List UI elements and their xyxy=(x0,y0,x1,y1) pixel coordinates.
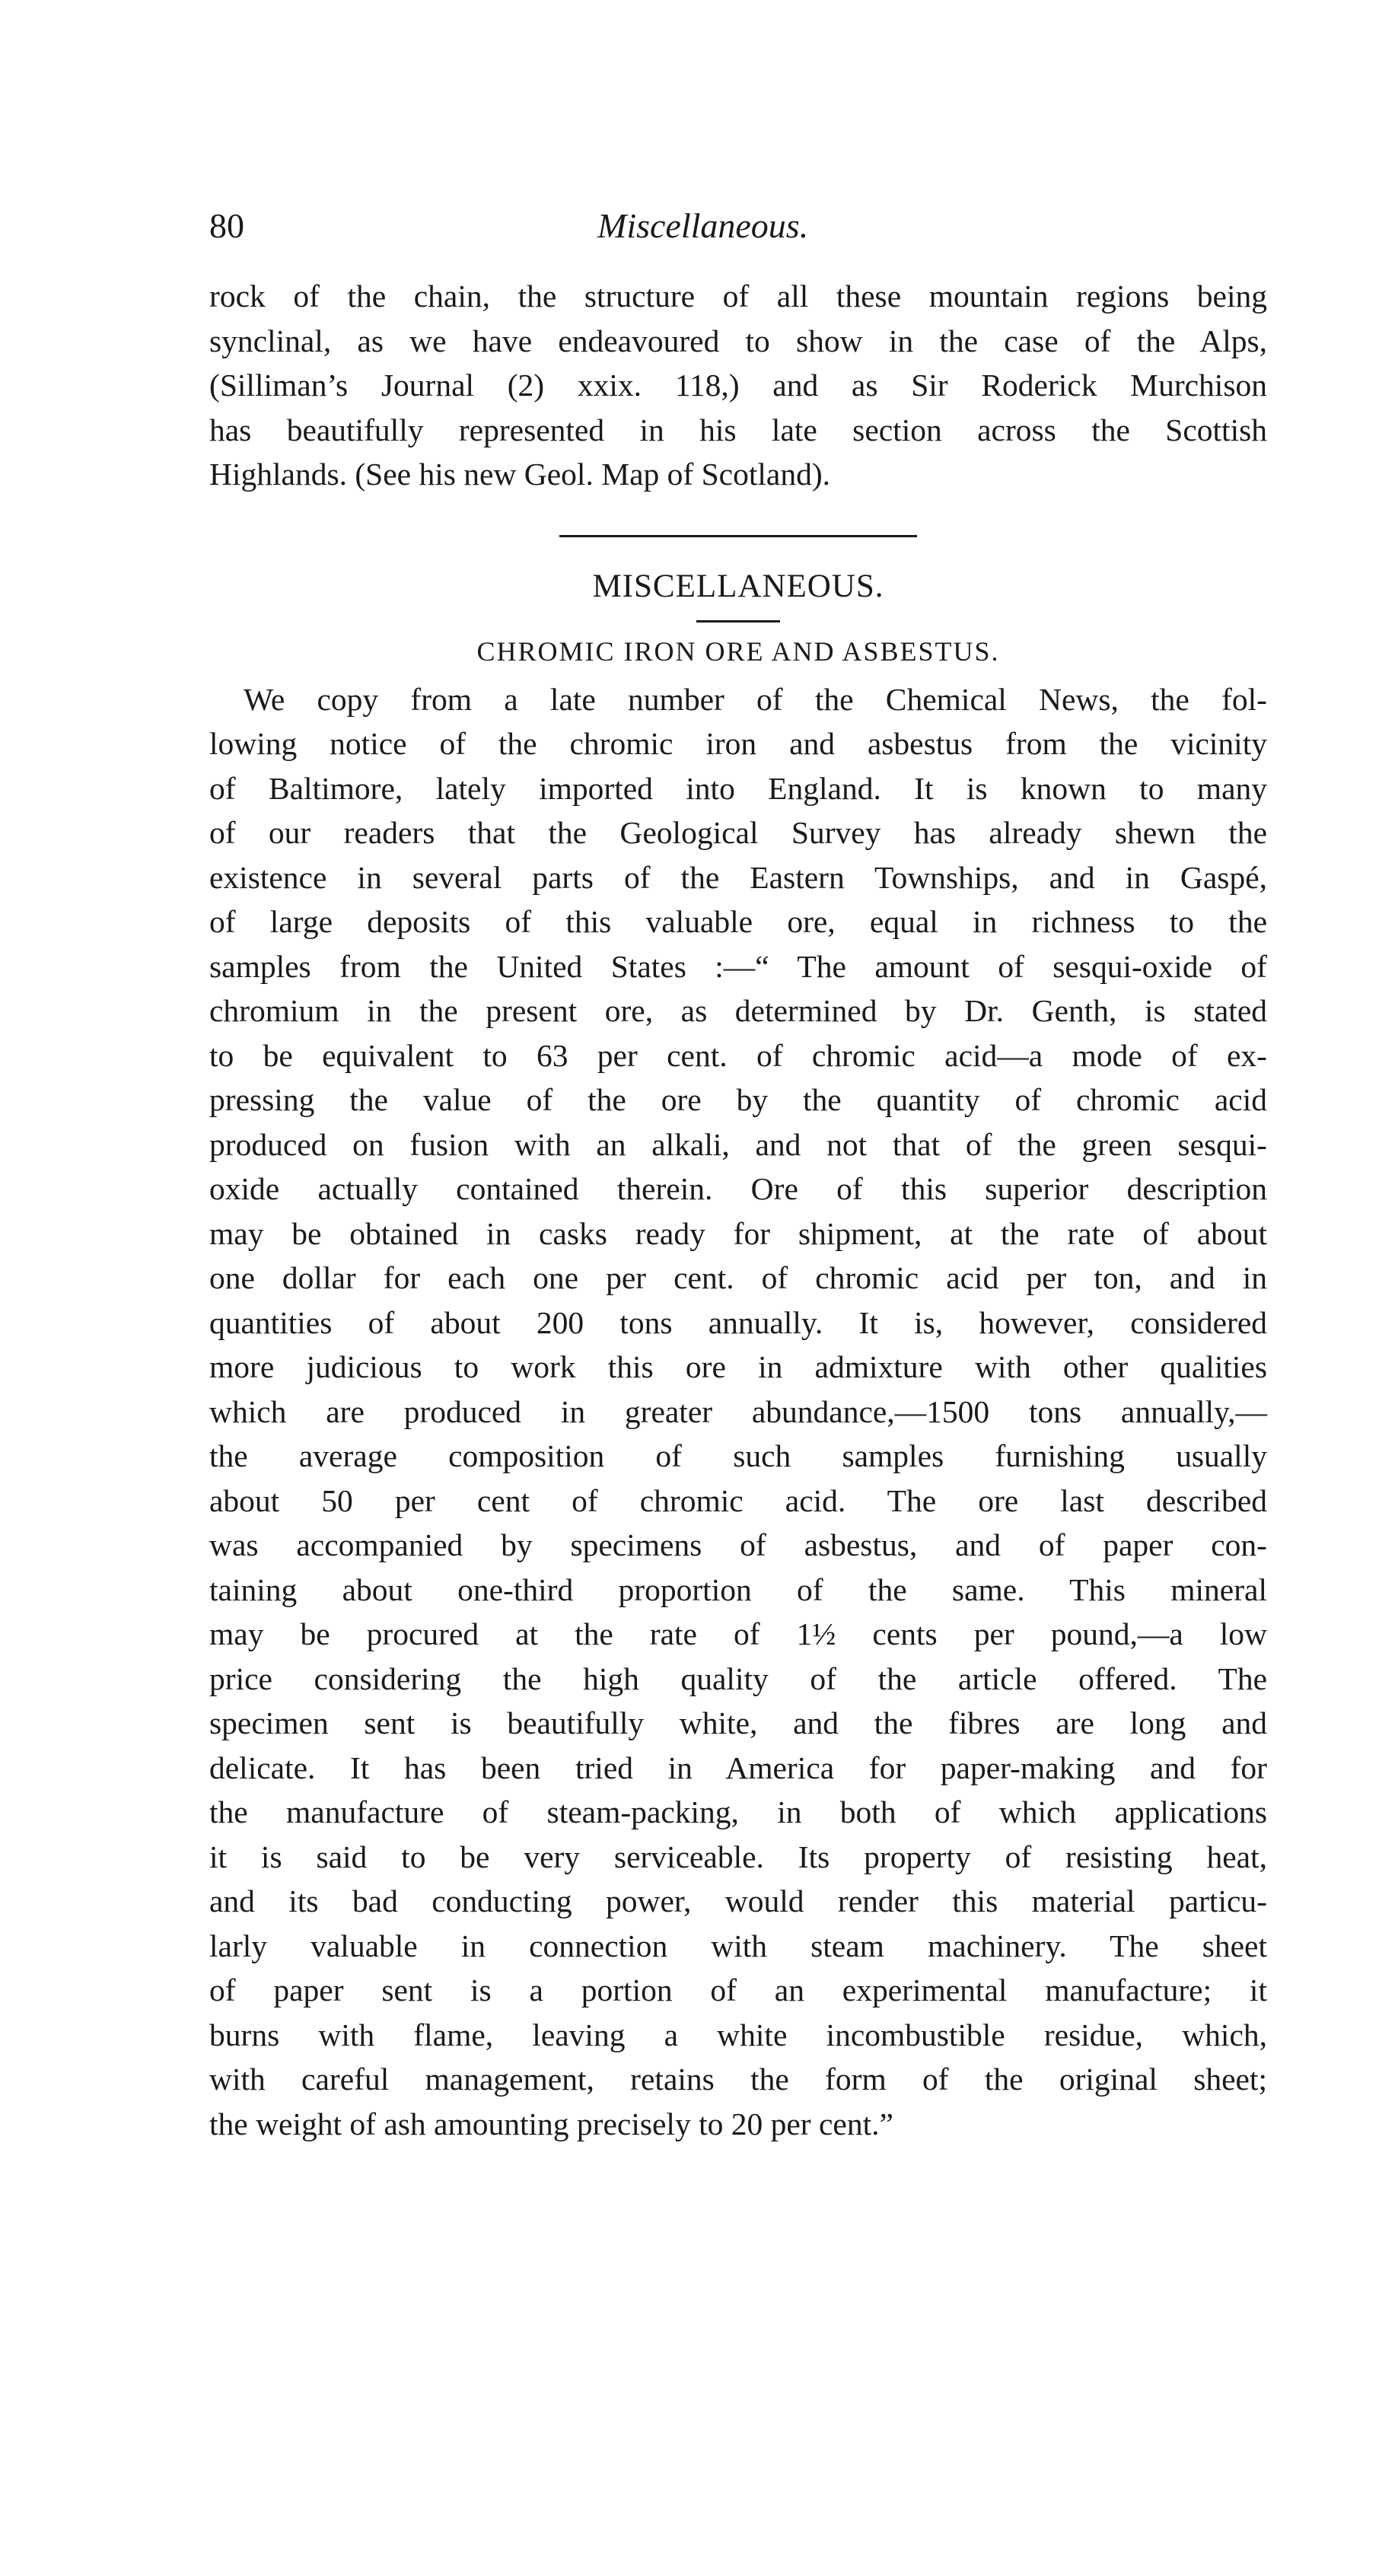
book-page xyxy=(209,205,1267,2146)
text-line: oxide actually contained therein. Ore of this superior description xyxy=(209,1171,1267,1206)
intro-paragraph xyxy=(209,274,1267,497)
text-line: of Baltimore, lately imported into England. It is known to many xyxy=(209,770,1267,806)
text-line: lowing notice of the chromic iron and asbestus from the vicinity xyxy=(209,726,1267,761)
text-line: the manufacture of steam-packing, in both of which applications xyxy=(209,1794,1267,1829)
article-body xyxy=(209,677,1267,2147)
article-heading: CHROMIC IRON ORE AND ASBESTUS. xyxy=(476,635,1000,667)
running-head xyxy=(209,205,1267,259)
text-line: (Silliman’s Journal (2) xxix. 118,) and as Sir Roderick Murchison xyxy=(209,368,1267,403)
heading-divider xyxy=(696,620,780,623)
text-line: may be obtained in casks ready for shipment, at the rate of about xyxy=(209,1215,1267,1251)
text-line: specimen sent is beautifully white, and the fibres are long and xyxy=(209,1705,1267,1740)
text-line: was accompanied by specimens of asbestus, and of paper con- xyxy=(209,1527,1267,1562)
text-line: existence in several parts of the Eastern Townships, and in Gaspé, xyxy=(209,859,1267,895)
text-line: of large deposits of this valuable ore, equal in richness to the xyxy=(209,904,1267,939)
text-line: of paper sent is a portion of an experimental manufacture; it xyxy=(209,1973,1267,2008)
running-title: Miscellaneous. xyxy=(597,206,809,245)
text-line: more judicious to work this ore in admixture with other qualities xyxy=(209,1349,1267,1384)
text-line: which are produced in greater abundance,—1500 tons annually,— xyxy=(209,1393,1267,1429)
text-line: about 50 per cent of chromic acid. The ore last described xyxy=(209,1482,1267,1518)
text-line: burns with flame, leaving a white incombustible residue, which, xyxy=(209,2017,1267,2052)
text-line: price considering the high quality of the article offered. The xyxy=(209,1661,1267,1696)
text-line: the weight of ash amounting precisely to 20 per cent.” xyxy=(209,2106,893,2141)
text-line: produced on fusion with an alkali, and not that of the green sesqui- xyxy=(209,1126,1267,1162)
text-line: pressing the value of the ore by the quantity of chromic acid xyxy=(209,1082,1267,1117)
text-line: of our readers that the Geological Survey has already shewn the xyxy=(209,815,1267,850)
text-line: larly valuable in connection with steam machinery. The sheet xyxy=(209,1928,1267,1963)
text-line: may be procured at the rate of 1½ cents per pound,—a low xyxy=(209,1616,1267,1651)
text-line: taining about one-third proportion of the same. This mineral xyxy=(209,1571,1267,1607)
text-line: rock of the chain, the structure of all these mountain regions being xyxy=(209,279,1267,314)
text-line: to be equivalent to 63 per cent. of chromic acid—a mode of ex- xyxy=(209,1037,1267,1073)
text-line: with careful management, retains the form of the original sheet; xyxy=(209,2062,1267,2097)
section-divider xyxy=(559,535,917,537)
text-line: the average composition of such samples furnishing usually xyxy=(209,1438,1267,1473)
text-line: quantities of about 200 tons annually. It is, however, considered xyxy=(209,1304,1267,1340)
text-line: Highlands. (See his new Geol. Map of Scotland). xyxy=(209,457,831,492)
text-line: has beautifully represented in his late section across the Scottish xyxy=(209,412,1267,447)
text-line: synclinal, as we have endeavoured to show in the case of the Alps, xyxy=(209,323,1267,358)
text-line: one dollar for each one per cent. of chromic acid per ton, and in xyxy=(209,1260,1267,1295)
text-line: We copy from a late number of the Chemical News, the fol- xyxy=(244,681,1267,717)
section-heading: MISCELLANEOUS. xyxy=(592,568,884,604)
text-line: delicate. It has been tried in America for paper-making and for xyxy=(209,1750,1267,1785)
page-number: 80 xyxy=(209,206,244,245)
text-line: samples from the United States :—“ The amount of sesqui-oxide of xyxy=(209,948,1267,984)
text-line: it is said to be very serviceable. Its property of resisting heat, xyxy=(209,1839,1267,1874)
text-line: and its bad conducting power, would render this material particu- xyxy=(209,1883,1267,1918)
text-line: chromium in the present ore, as determined by Dr. Genth, is stated xyxy=(209,993,1267,1028)
